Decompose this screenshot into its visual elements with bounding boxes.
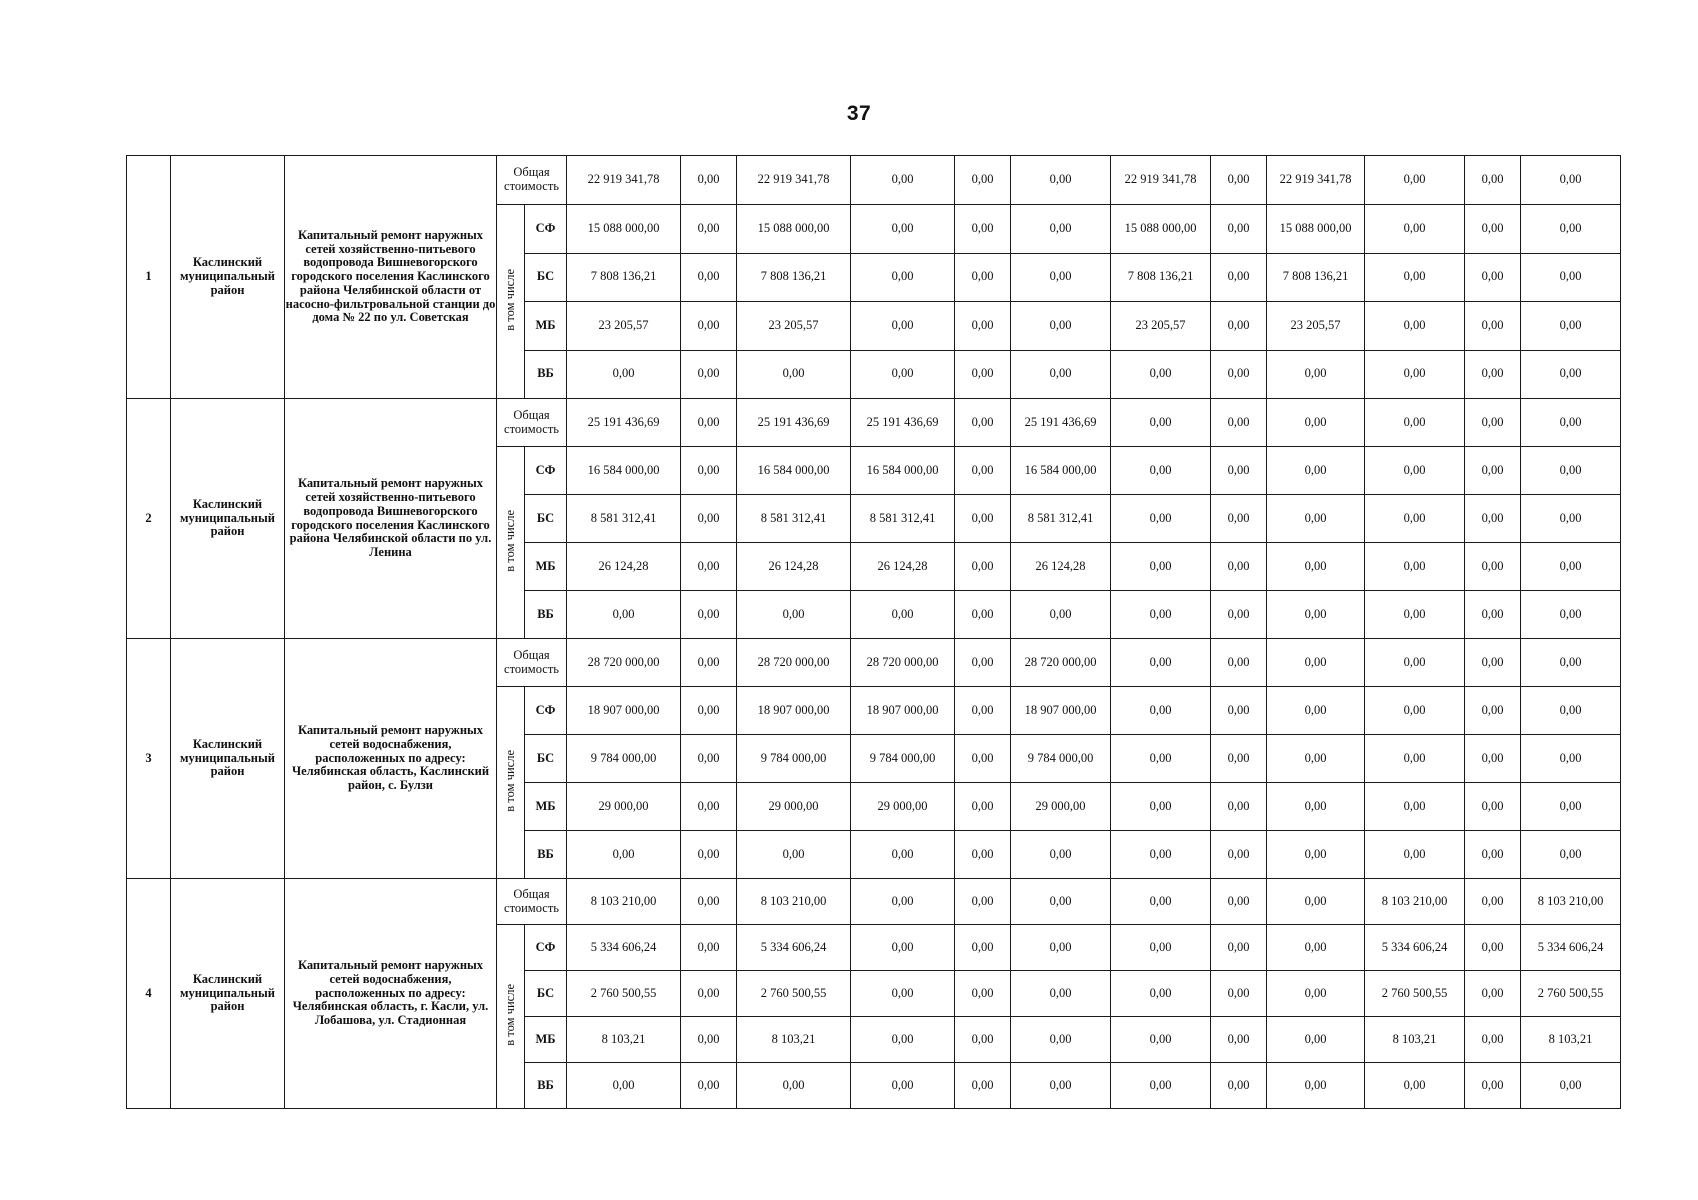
row-index: 4	[127, 879, 171, 1109]
amount-cell: 0,00	[955, 495, 1011, 543]
amount-cell: 15 088 000,00	[567, 205, 681, 254]
amount-cell: 0,00	[1521, 495, 1621, 543]
amount-cell: 0,00	[567, 1063, 681, 1109]
amount-cell: 0,00	[681, 302, 737, 351]
amount-cell: 25 191 436,69	[1011, 399, 1111, 447]
amount-cell: 0,00	[1111, 735, 1211, 783]
amount-cell: 0,00	[955, 447, 1011, 495]
amount-cell: 0,00	[1521, 447, 1621, 495]
amount-cell: 0,00	[851, 253, 955, 302]
row-index: 1	[127, 156, 171, 399]
amount-cell: 0,00	[955, 253, 1011, 302]
amount-cell: 0,00	[955, 156, 1011, 205]
including-label: в том числе	[502, 268, 517, 331]
amount-cell: 0,00	[1211, 639, 1267, 687]
amount-cell: 0,00	[851, 350, 955, 399]
amount-cell: 0,00	[955, 205, 1011, 254]
amount-cell: 0,00	[1365, 302, 1465, 351]
amount-cell: 8 103 210,00	[567, 879, 681, 925]
district-name: Каслинский муниципальный район	[171, 156, 285, 399]
amount-cell: 0,00	[1465, 591, 1521, 639]
amount-cell: 0,00	[1111, 879, 1211, 925]
amount-cell: 16 584 000,00	[851, 447, 955, 495]
amount-cell: 0,00	[1365, 253, 1465, 302]
amount-cell: 9 784 000,00	[1011, 735, 1111, 783]
amount-cell: 0,00	[1365, 831, 1465, 879]
amount-cell: 0,00	[1011, 879, 1111, 925]
funding-source: СФ	[525, 925, 567, 971]
amount-cell: 0,00	[955, 302, 1011, 351]
amount-cell: 0,00	[1521, 350, 1621, 399]
table-row-total	[127, 156, 1621, 205]
amount-cell: 0,00	[955, 879, 1011, 925]
amount-cell: 0,00	[851, 205, 955, 254]
amount-cell: 0,00	[1465, 831, 1521, 879]
amount-cell: 0,00	[737, 1063, 851, 1109]
amount-cell: 0,00	[1011, 971, 1111, 1017]
amount-cell: 0,00	[1011, 205, 1111, 254]
amount-cell: 7 808 136,21	[567, 253, 681, 302]
amount-cell: 0,00	[567, 831, 681, 879]
project-name: Капитальный ремонт наружных сетей водоснабжения, расположенных по адресу: Челябинская область, Каслинский район, с. Булзи	[285, 639, 497, 879]
amount-cell: 0,00	[1365, 639, 1465, 687]
amount-cell: 0,00	[1267, 879, 1365, 925]
page-number: 37	[846, 102, 872, 125]
funding-source: МБ	[525, 302, 567, 351]
amount-cell: 0,00	[1465, 879, 1521, 925]
amount-cell: 16 584 000,00	[737, 447, 851, 495]
amount-cell: 22 919 341,78	[1267, 156, 1365, 205]
amount-cell: 0,00	[1521, 735, 1621, 783]
amount-cell: 0,00	[1111, 971, 1211, 1017]
amount-cell: 0,00	[1211, 495, 1267, 543]
amount-cell: 0,00	[1111, 639, 1211, 687]
including-label-cell	[497, 205, 525, 399]
amount-cell: 29 000,00	[567, 783, 681, 831]
table-row-total	[127, 639, 1621, 687]
amount-cell: 0,00	[1111, 543, 1211, 591]
amount-cell: 0,00	[567, 350, 681, 399]
funding-source: ВБ	[525, 1063, 567, 1109]
amount-cell: 0,00	[1465, 399, 1521, 447]
including-label: в том числе	[502, 983, 517, 1046]
amount-cell: 0,00	[1521, 156, 1621, 205]
amount-cell: 28 720 000,00	[737, 639, 851, 687]
amount-cell: 0,00	[1521, 543, 1621, 591]
amount-cell: 0,00	[1465, 639, 1521, 687]
amount-cell: 0,00	[1365, 495, 1465, 543]
amount-cell: 0,00	[681, 591, 737, 639]
amount-cell: 26 124,28	[1011, 543, 1111, 591]
amount-cell: 18 907 000,00	[1011, 687, 1111, 735]
funding-source: ВБ	[525, 350, 567, 399]
amount-cell: 15 088 000,00	[1267, 205, 1365, 254]
amount-cell: 0,00	[955, 591, 1011, 639]
amount-cell: 25 191 436,69	[851, 399, 955, 447]
amount-cell: 0,00	[1521, 591, 1621, 639]
amount-cell: 25 191 436,69	[737, 399, 851, 447]
amount-cell: 0,00	[737, 350, 851, 399]
amount-cell: 0,00	[1267, 399, 1365, 447]
amount-cell: 0,00	[1011, 302, 1111, 351]
amount-cell: 7 808 136,21	[1111, 253, 1211, 302]
project-name: Капитальный ремонт наружных сетей водоснабжения, расположенных по адресу: Челябинская область, г. Касли, ул. Лобашова, ул. Стадионная	[285, 879, 497, 1109]
district-name: Каслинский муниципальный район	[171, 879, 285, 1109]
amount-cell: 0,00	[1211, 253, 1267, 302]
amount-cell: 2 760 500,55	[1365, 971, 1465, 1017]
amount-cell: 0,00	[1521, 783, 1621, 831]
amount-cell: 0,00	[1267, 971, 1365, 1017]
amount-cell: 0,00	[681, 156, 737, 205]
amount-cell: 0,00	[681, 735, 737, 783]
including-label: в том числе	[502, 749, 517, 812]
amount-cell: 0,00	[1267, 735, 1365, 783]
amount-cell: 8 103 210,00	[737, 879, 851, 925]
amount-cell: 0,00	[1267, 1063, 1365, 1109]
amount-cell: 0,00	[1211, 205, 1267, 254]
amount-cell: 0,00	[851, 591, 955, 639]
amount-cell: 0,00	[1365, 687, 1465, 735]
amount-cell: 0,00	[737, 591, 851, 639]
amount-cell: 0,00	[955, 925, 1011, 971]
funding-source: МБ	[525, 783, 567, 831]
amount-cell: 0,00	[1011, 156, 1111, 205]
amount-cell: 0,00	[681, 687, 737, 735]
amount-cell: 0,00	[1267, 783, 1365, 831]
total-cost-label: Общая стоимость	[497, 399, 567, 447]
amount-cell: 2 760 500,55	[567, 971, 681, 1017]
amount-cell: 0,00	[681, 879, 737, 925]
amount-cell: 0,00	[1521, 687, 1621, 735]
amount-cell: 0,00	[1211, 399, 1267, 447]
amount-cell: 0,00	[1011, 925, 1111, 971]
funding-source: СФ	[525, 205, 567, 254]
amount-cell: 0,00	[1365, 543, 1465, 591]
amount-cell: 0,00	[1211, 783, 1267, 831]
amount-cell: 0,00	[955, 399, 1011, 447]
including-label-cell	[497, 687, 525, 879]
amount-cell: 0,00	[681, 447, 737, 495]
amount-cell: 0,00	[851, 925, 955, 971]
amount-cell: 0,00	[1267, 925, 1365, 971]
amount-cell: 0,00	[681, 350, 737, 399]
amount-cell: 0,00	[1211, 543, 1267, 591]
amount-cell: 0,00	[1111, 783, 1211, 831]
amount-cell: 0,00	[1365, 350, 1465, 399]
amount-cell: 0,00	[681, 1063, 737, 1109]
amount-cell: 29 000,00	[851, 783, 955, 831]
amount-cell: 0,00	[1267, 591, 1365, 639]
amount-cell: 0,00	[851, 302, 955, 351]
funding-source: СФ	[525, 447, 567, 495]
amount-cell: 0,00	[1365, 783, 1465, 831]
funding-source: БС	[525, 253, 567, 302]
amount-cell: 0,00	[1211, 879, 1267, 925]
amount-cell: 18 907 000,00	[851, 687, 955, 735]
amount-cell: 29 000,00	[1011, 783, 1111, 831]
amount-cell: 0,00	[1521, 253, 1621, 302]
amount-cell: 7 808 136,21	[1267, 253, 1365, 302]
amount-cell: 18 907 000,00	[567, 687, 681, 735]
amount-cell: 0,00	[1521, 831, 1621, 879]
amount-cell: 8 103,21	[1521, 1017, 1621, 1063]
amount-cell: 0,00	[1465, 495, 1521, 543]
amount-cell: 0,00	[1211, 687, 1267, 735]
amount-cell: 23 205,57	[567, 302, 681, 351]
amount-cell: 0,00	[1211, 591, 1267, 639]
amount-cell: 0,00	[681, 543, 737, 591]
amount-cell: 0,00	[1465, 1017, 1521, 1063]
amount-cell: 0,00	[1211, 735, 1267, 783]
funding-source: БС	[525, 735, 567, 783]
amount-cell: 0,00	[681, 831, 737, 879]
amount-cell: 0,00	[955, 1063, 1011, 1109]
amount-cell: 0,00	[1465, 447, 1521, 495]
amount-cell: 0,00	[681, 783, 737, 831]
amount-cell: 2 760 500,55	[737, 971, 851, 1017]
amount-cell: 0,00	[1211, 971, 1267, 1017]
row-index: 3	[127, 639, 171, 879]
amount-cell: 0,00	[1465, 543, 1521, 591]
amount-cell: 0,00	[1267, 831, 1365, 879]
amount-cell: 0,00	[851, 1017, 955, 1063]
district-name: Каслинский муниципальный район	[171, 639, 285, 879]
amount-cell: 0,00	[1267, 1017, 1365, 1063]
amount-cell: 0,00	[1465, 350, 1521, 399]
amount-cell: 8 103 210,00	[1521, 879, 1621, 925]
amount-cell: 28 720 000,00	[567, 639, 681, 687]
funding-source: МБ	[525, 1017, 567, 1063]
amount-cell: 0,00	[1211, 925, 1267, 971]
amount-cell: 0,00	[1011, 1017, 1111, 1063]
amount-cell: 0,00	[1111, 447, 1211, 495]
amount-cell: 0,00	[1011, 831, 1111, 879]
amount-cell: 0,00	[1365, 735, 1465, 783]
including-label-cell	[497, 925, 525, 1109]
amount-cell: 0,00	[1211, 447, 1267, 495]
amount-cell: 0,00	[1365, 591, 1465, 639]
amount-cell: 0,00	[1211, 302, 1267, 351]
amount-cell: 8 103,21	[1365, 1017, 1465, 1063]
amount-cell: 8 581 312,41	[567, 495, 681, 543]
amount-cell: 0,00	[955, 971, 1011, 1017]
amount-cell: 15 088 000,00	[1111, 205, 1211, 254]
amount-cell: 0,00	[1011, 253, 1111, 302]
amount-cell: 8 581 312,41	[851, 495, 955, 543]
amount-cell: 0,00	[681, 971, 737, 1017]
amount-cell: 0,00	[1267, 447, 1365, 495]
amount-cell: 0,00	[955, 783, 1011, 831]
amount-cell: 8 103,21	[737, 1017, 851, 1063]
amount-cell: 0,00	[1111, 350, 1211, 399]
funding-source: БС	[525, 495, 567, 543]
funding-source: ВБ	[525, 591, 567, 639]
amount-cell: 28 720 000,00	[1011, 639, 1111, 687]
amount-cell: 0,00	[681, 925, 737, 971]
amount-cell: 9 784 000,00	[737, 735, 851, 783]
amount-cell: 0,00	[955, 687, 1011, 735]
amount-cell: 16 584 000,00	[567, 447, 681, 495]
amount-cell: 0,00	[1267, 495, 1365, 543]
amount-cell: 2 760 500,55	[1521, 971, 1621, 1017]
amount-cell: 0,00	[1465, 783, 1521, 831]
amount-cell: 0,00	[1521, 205, 1621, 254]
amount-cell: 0,00	[681, 399, 737, 447]
amount-cell: 26 124,28	[851, 543, 955, 591]
amount-cell: 0,00	[1011, 1063, 1111, 1109]
amount-cell: 0,00	[1211, 156, 1267, 205]
amount-cell: 0,00	[1111, 1063, 1211, 1109]
amount-cell: 0,00	[1465, 156, 1521, 205]
amount-cell: 29 000,00	[737, 783, 851, 831]
amount-cell: 0,00	[1365, 447, 1465, 495]
amount-cell: 0,00	[1111, 925, 1211, 971]
amount-cell: 8 581 312,41	[1011, 495, 1111, 543]
amount-cell: 0,00	[955, 1017, 1011, 1063]
table-row-total	[127, 399, 1621, 447]
amount-cell: 5 334 606,24	[1521, 925, 1621, 971]
amount-cell: 22 919 341,78	[1111, 156, 1211, 205]
amount-cell: 0,00	[851, 971, 955, 1017]
amount-cell: 5 334 606,24	[1365, 925, 1465, 971]
amount-cell: 0,00	[1465, 925, 1521, 971]
amount-cell: 0,00	[1111, 831, 1211, 879]
project-name: Капитальный ремонт наружных сетей хозяйственно-питьевого водопровода Вишневогорского городского поселения Каслинского района Челябинской области по ул. Ленина	[285, 399, 497, 639]
amount-cell: 0,00	[737, 831, 851, 879]
amount-cell: 26 124,28	[567, 543, 681, 591]
amount-cell: 0,00	[1521, 1063, 1621, 1109]
amount-cell: 0,00	[1365, 399, 1465, 447]
amount-cell: 5 334 606,24	[567, 925, 681, 971]
table-row-total	[127, 879, 1621, 925]
amount-cell: 0,00	[1211, 831, 1267, 879]
amount-cell: 22 919 341,78	[737, 156, 851, 205]
amount-cell: 0,00	[1465, 735, 1521, 783]
amount-cell: 0,00	[1267, 543, 1365, 591]
amount-cell: 9 784 000,00	[567, 735, 681, 783]
amount-cell: 0,00	[681, 205, 737, 254]
amount-cell: 0,00	[851, 1063, 955, 1109]
amount-cell: 0,00	[955, 831, 1011, 879]
amount-cell: 0,00	[955, 639, 1011, 687]
funding-source: ВБ	[525, 831, 567, 879]
amount-cell: 0,00	[567, 591, 681, 639]
amount-cell: 0,00	[1465, 687, 1521, 735]
including-label: в том числе	[502, 509, 517, 572]
amount-cell: 0,00	[851, 156, 955, 205]
amount-cell: 0,00	[1211, 350, 1267, 399]
amount-cell: 0,00	[1521, 302, 1621, 351]
amount-cell: 0,00	[955, 735, 1011, 783]
amount-cell: 0,00	[681, 639, 737, 687]
amount-cell: 23 205,57	[1111, 302, 1211, 351]
amount-cell: 0,00	[1111, 687, 1211, 735]
amount-cell: 0,00	[851, 879, 955, 925]
amount-cell: 0,00	[1111, 495, 1211, 543]
amount-cell: 0,00	[681, 253, 737, 302]
amount-cell: 0,00	[681, 495, 737, 543]
amount-cell: 0,00	[1465, 302, 1521, 351]
amount-cell: 0,00	[1011, 591, 1111, 639]
amount-cell: 0,00	[1111, 591, 1211, 639]
amount-cell: 0,00	[955, 350, 1011, 399]
amount-cell: 23 205,57	[1267, 302, 1365, 351]
amount-cell: 0,00	[681, 1017, 737, 1063]
total-cost-label: Общая стоимость	[497, 879, 567, 925]
amount-cell: 26 124,28	[737, 543, 851, 591]
amount-cell: 0,00	[1267, 350, 1365, 399]
total-cost-label: Общая стоимость	[497, 639, 567, 687]
amount-cell: 0,00	[1111, 1017, 1211, 1063]
amount-cell: 0,00	[1465, 253, 1521, 302]
amount-cell: 0,00	[1011, 350, 1111, 399]
amount-cell: 8 581 312,41	[737, 495, 851, 543]
amount-cell: 0,00	[1465, 205, 1521, 254]
amount-cell: 0,00	[955, 543, 1011, 591]
total-cost-label: Общая стоимость	[497, 156, 567, 205]
amount-cell: 8 103 210,00	[1365, 879, 1465, 925]
amount-cell: 0,00	[1267, 639, 1365, 687]
amount-cell: 0,00	[1465, 971, 1521, 1017]
amount-cell: 0,00	[1365, 205, 1465, 254]
budget-table	[126, 155, 1621, 1109]
amount-cell: 9 784 000,00	[851, 735, 955, 783]
amount-cell: 5 334 606,24	[737, 925, 851, 971]
district-name: Каслинский муниципальный район	[171, 399, 285, 639]
amount-cell: 0,00	[1365, 1063, 1465, 1109]
funding-source: СФ	[525, 687, 567, 735]
row-index: 2	[127, 399, 171, 639]
project-name: Капитальный ремонт наружных сетей хозяйственно-питьевого водопровода Вишневогорского городского поселения Каслинского района Челябинской области от насосно-фильтровальной станции до дома № 22 по ул. Советская	[285, 156, 497, 399]
including-label-cell	[497, 447, 525, 639]
amount-cell: 23 205,57	[737, 302, 851, 351]
amount-cell: 8 103,21	[567, 1017, 681, 1063]
funding-source: МБ	[525, 543, 567, 591]
amount-cell: 0,00	[1211, 1017, 1267, 1063]
amount-cell: 0,00	[1111, 399, 1211, 447]
amount-cell: 18 907 000,00	[737, 687, 851, 735]
amount-cell: 0,00	[851, 831, 955, 879]
funding-source: БС	[525, 971, 567, 1017]
amount-cell: 0,00	[1267, 687, 1365, 735]
amount-cell: 0,00	[1521, 639, 1621, 687]
amount-cell: 0,00	[1465, 1063, 1521, 1109]
amount-cell: 25 191 436,69	[567, 399, 681, 447]
amount-cell: 0,00	[1211, 1063, 1267, 1109]
amount-cell: 22 919 341,78	[567, 156, 681, 205]
amount-cell: 0,00	[1365, 156, 1465, 205]
amount-cell: 16 584 000,00	[1011, 447, 1111, 495]
amount-cell: 15 088 000,00	[737, 205, 851, 254]
amount-cell: 0,00	[1521, 399, 1621, 447]
amount-cell: 7 808 136,21	[737, 253, 851, 302]
amount-cell: 28 720 000,00	[851, 639, 955, 687]
